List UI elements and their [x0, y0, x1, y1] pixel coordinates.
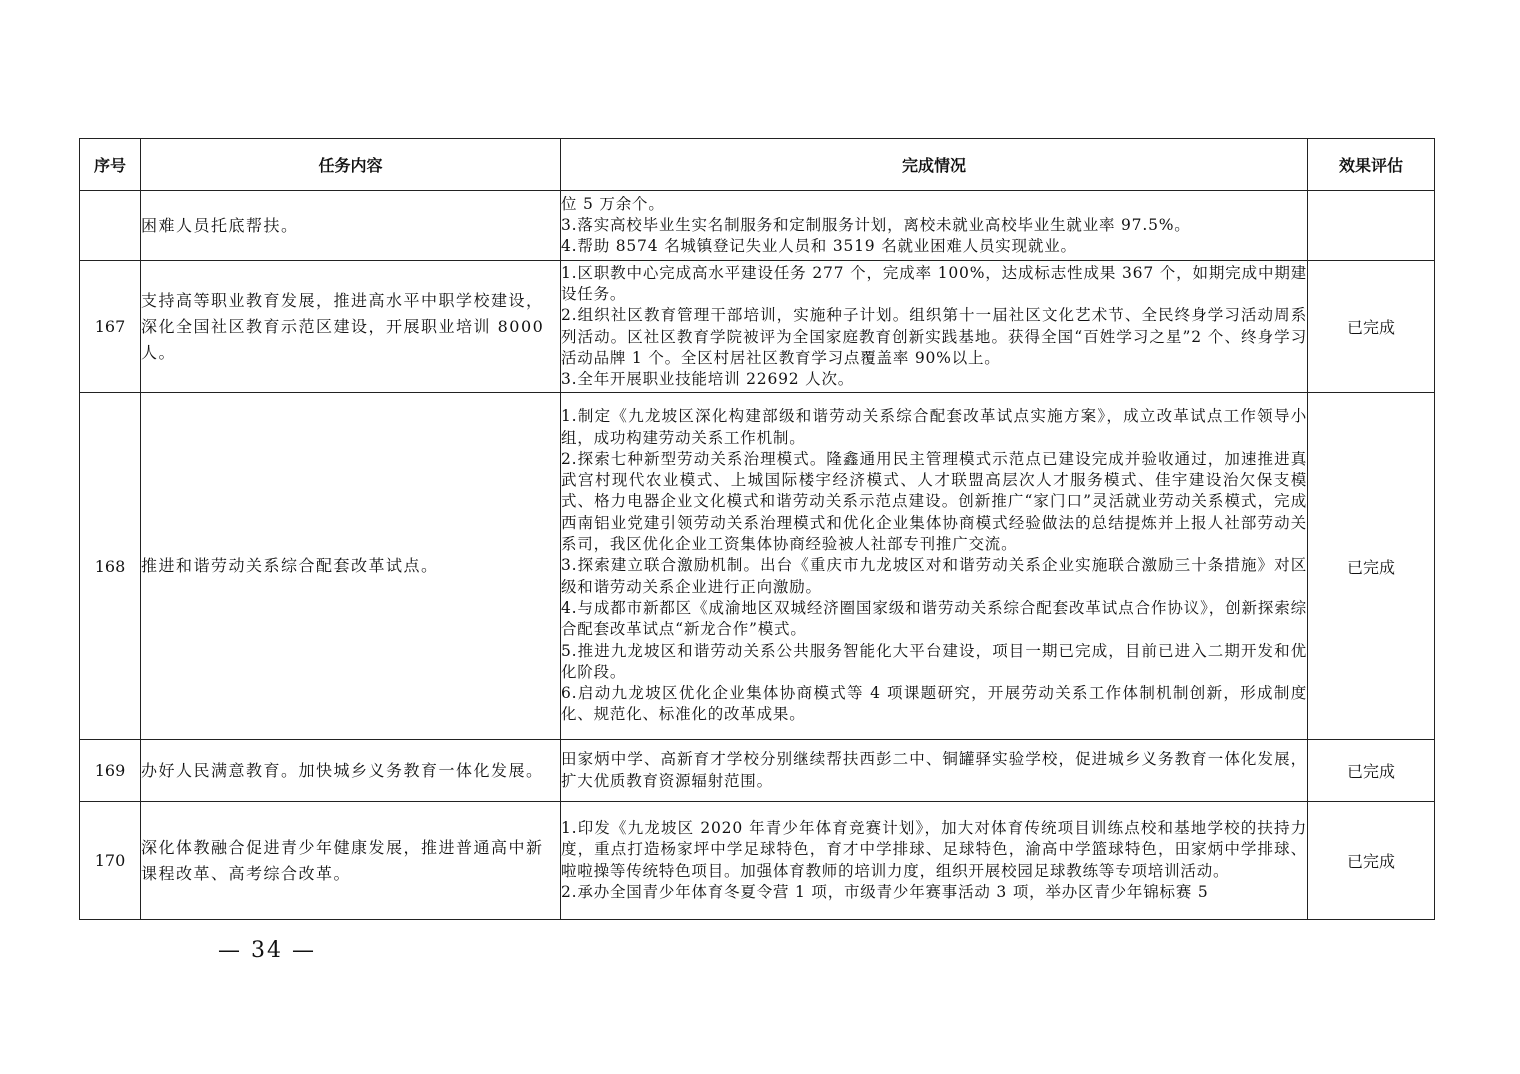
row-eval [1308, 191, 1435, 261]
row-done [561, 802, 1308, 920]
page-number: — 34 — [218, 938, 316, 963]
row-task: 支持高等职业教育发展，推进高水平中职学校建设，深化全国社区教育示范区建设，开展职业培训 8000 人。 [141, 261, 561, 393]
row-seq: 167 [80, 261, 141, 393]
row-seq [80, 191, 141, 261]
row-done [561, 191, 1308, 261]
row-eval: 已完成 [1308, 393, 1435, 740]
done-item: 6.启动九龙坡区优化企业集体协商模式等 4 项课题研究，开展劳动关系工作体制机制创新，形成制度化、规范化、标准化的改革成果。 [561, 684, 1307, 724]
done-item: 田家炳中学、高新育才学校分别继续帮扶西彭二中、铜罐驿实验学校，促进城乡义务教育一体化发展，扩大优质教育资源辐射范围。 [561, 750, 1307, 790]
row-task: 推进和谐劳动关系综合配套改革试点。 [141, 393, 561, 740]
row-eval: 已完成 [1308, 740, 1435, 802]
done-item: 5.推进九龙坡区和谐劳动关系公共服务智能化大平台建设，项目一期已完成，目前已进入二期开发和优化阶段。 [561, 641, 1307, 681]
table-row [80, 802, 1435, 920]
row-seq: 170 [80, 802, 141, 920]
done-item: 3.全年开展职业技能培训 22692 人次。 [561, 370, 855, 389]
table-row [80, 261, 1435, 393]
table-row [80, 393, 1435, 740]
done-item: 3.落实高校毕业生实名制服务和定制服务计划，离校未就业高校毕业生就业率 97.5%。 [561, 215, 1191, 234]
table-row [80, 191, 1435, 261]
task-progress-table [79, 138, 1435, 920]
done-item: 1.制定《九龙坡区深化构建部级和谐劳动关系综合配套改革试点实施方案》，成立改革试点工作领导小组，成功构建劳动关系工作机制。 [561, 407, 1307, 447]
header-done: 完成情况 [561, 139, 1308, 191]
header-task: 任务内容 [141, 139, 561, 191]
done-item: 4.帮助 8574 名城镇登记失业人员和 3519 名就业困难人员实现就业。 [561, 237, 1077, 256]
row-task: 深化体教融合促进青少年健康发展，推进普通高中新课程改革、高考综合改革。 [141, 802, 561, 920]
done-item: 2.探索七种新型劳动关系治理模式。隆鑫通用民主管理模式示范点已建设完成并验收通过，加速推进真武宫村现代农业模式、上城国际楼宇经济模式、人才联盟高层次人才服务模式、佳宇建设治欠保支模式、格力电器企业文化模式和谐劳动关系示范点建设。创新推广“家门口”灵活就业劳动关系模式，完成西南铝业党建引领劳动关系治理模式和优化企业集体协商模式经验做法的总结提炼并上报人社部劳动关系司，我区优化企业工资集体协商经验被人社部专刊推广交流。 [561, 449, 1307, 554]
done-item: 位 5 万余个。 [561, 194, 665, 213]
done-item: 2.承办全国青少年体育冬夏令营 1 项，市级青少年赛事活动 3 项，举办区青少年锦标赛 5 [561, 882, 1209, 901]
row-done [561, 261, 1308, 393]
row-eval: 已完成 [1308, 802, 1435, 920]
header-seq: 序号 [80, 139, 141, 191]
row-seq: 169 [80, 740, 141, 802]
done-item: 4.与成都市新都区《成渝地区双城经济圈国家级和谐劳动关系综合配套改革试点合作协议》，创新探索综合配套改革试点“新龙合作”模式。 [561, 598, 1307, 639]
row-eval: 已完成 [1308, 261, 1435, 393]
table-row [80, 740, 1435, 802]
row-done [561, 740, 1308, 802]
done-item: 3.探索建立联合激励机制。出台《重庆市九龙坡区对和谐劳动关系企业实施联合激励三十条措施》对区级和谐劳动关系企业进行正向激励。 [561, 556, 1307, 596]
row-seq: 168 [80, 393, 141, 740]
table-header-row [80, 139, 1435, 191]
row-done [561, 393, 1308, 740]
done-item: 2.组织社区教育管理干部培训，实施种子计划。组织第十一届社区文化艺术节、全民终身学习活动周系列活动。区社区教育学院被评为全国家庭教育创新实践基地。获得全国“百姓学习之星”2 个、终身学习活动品牌 1 个。全区村居社区教育学习点覆盖率 90%以上。 [561, 306, 1307, 367]
row-task: 困难人员托底帮扶。 [141, 191, 561, 261]
row-task: 办好人民满意教育。加快城乡义务教育一体化发展。 [141, 740, 561, 802]
header-eval: 效果评估 [1308, 139, 1435, 191]
done-item: 1.印发《九龙坡区 2020 年青少年体育竞赛计划》，加大对体育传统项目训练点校和基地学校的扶持力度，重点打造杨家坪中学足球特色，育才中学排球、足球特色，渝高中学篮球特色，田家炳中学排球、啦啦操等传统特色项目。加强体育教师的培训力度，组织开展校园足球教练等专项培训活动。 [561, 818, 1307, 880]
done-item: 1.区职教中心完成高水平建设任务 277 个，完成率 100%，达成标志性成果 367 个，如期完成中期建设任务。 [561, 263, 1307, 303]
